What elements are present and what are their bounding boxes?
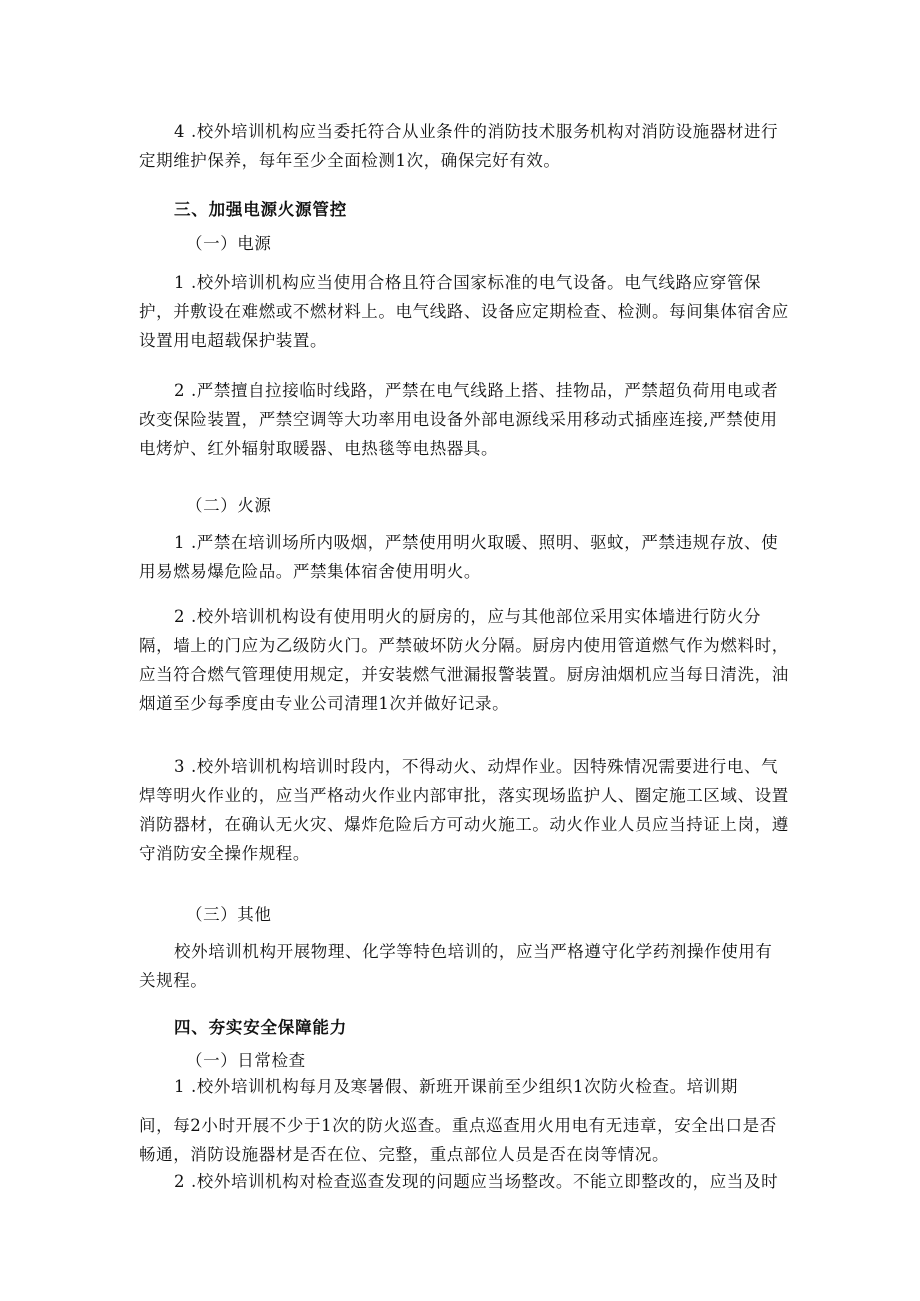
subheading-power: （一）电源: [186, 234, 272, 253]
paragraph-fire-2: 2 .校外培训机构设有使用明火的厨房的，应与其他部位采用实体墙进行防火分隔，墙上的门应为乙级防火门。严禁破坏防火分隔。厨房内使用管道燃气作为燃料时，应当符合燃气管理使用规定，并安装燃气泄漏报警装置。厨房油烟机应当每日清洗，油烟道至少每季度由专业公司清理1次并做好记录。: [139, 607, 789, 713]
paragraph-check-2: 2 .校外培训机构对检查巡查发现的问题应当场整改。不能立即整改的，应当及时: [174, 1172, 779, 1191]
paragraph-other: 校外培训机构开展物理、化学等特色培训的，应当严格遵守化学药剂操作使用有关规程。: [139, 942, 773, 990]
paragraph-fire-1: 1 .严禁在培训场所内吸烟，严禁使用明火取暖、照明、驱蚊，严禁违规存放、使用易燃易爆危险品。严禁集体宿舍使用明火。: [139, 533, 779, 581]
subheading-daily-check: （一）日常检查: [186, 1051, 306, 1070]
paragraph-check-1a: 1 .校外培训机构每月及寒暑假、新班开课前至少组织1次防火检查。培训期: [174, 1077, 738, 1096]
paragraph-power-2: 2 .严禁擅自拉接临时线路，严禁在电气线路上搭、挂物品，严禁超负荷用电或者改变保险装置，严禁空调等大功率用电设备外部电源线采用移动式插座连接,严禁使用电烤炉、红外辐射取暖器、电热毯等电热器具。: [139, 381, 779, 458]
paragraph-maintenance: 4 .校外培训机构应当委托符合从业条件的消防技术服务机构对消防设施器材进行定期维护保养，每年至少全面检测1次，确保完好有效。: [139, 122, 779, 170]
heading-section-3: 三、加强电源火源管控: [174, 200, 347, 219]
paragraph-check-1b: 间，每2小时开展不少于1次的防火巡查。重点巡查用火用电有无违章，安全出口是否畅通，消防设施器材是否在位、完整，重点部位人员是否在岗等情况。: [139, 1116, 777, 1164]
paragraph-power-1: 1 .校外培训机构应当使用合格且符合国家标准的电气设备。电气线路应穿管保护，并敷设在难燃或不燃材料上。电气线路、设备应定期检查、检测。每间集体宿舍应设置用电超载保护装置。: [139, 273, 789, 350]
paragraph-fire-3: 3 .校外培训机构培训时段内，不得动火、动焊作业。因特殊情况需要进行电、气焊等明火作业的，应当严格动火作业内部审批，落实现场监护人、圈定施工区域、设置消防器材，在确认无火灾、爆炸危险后方可动火施工。动火作业人员应当持证上岗，遵守消防安全操作规程。: [139, 757, 789, 863]
subheading-fire: （二）火源: [186, 496, 272, 515]
subheading-other: （三）其他: [186, 905, 272, 924]
heading-section-4: 四、夯实安全保障能力: [174, 1018, 347, 1037]
